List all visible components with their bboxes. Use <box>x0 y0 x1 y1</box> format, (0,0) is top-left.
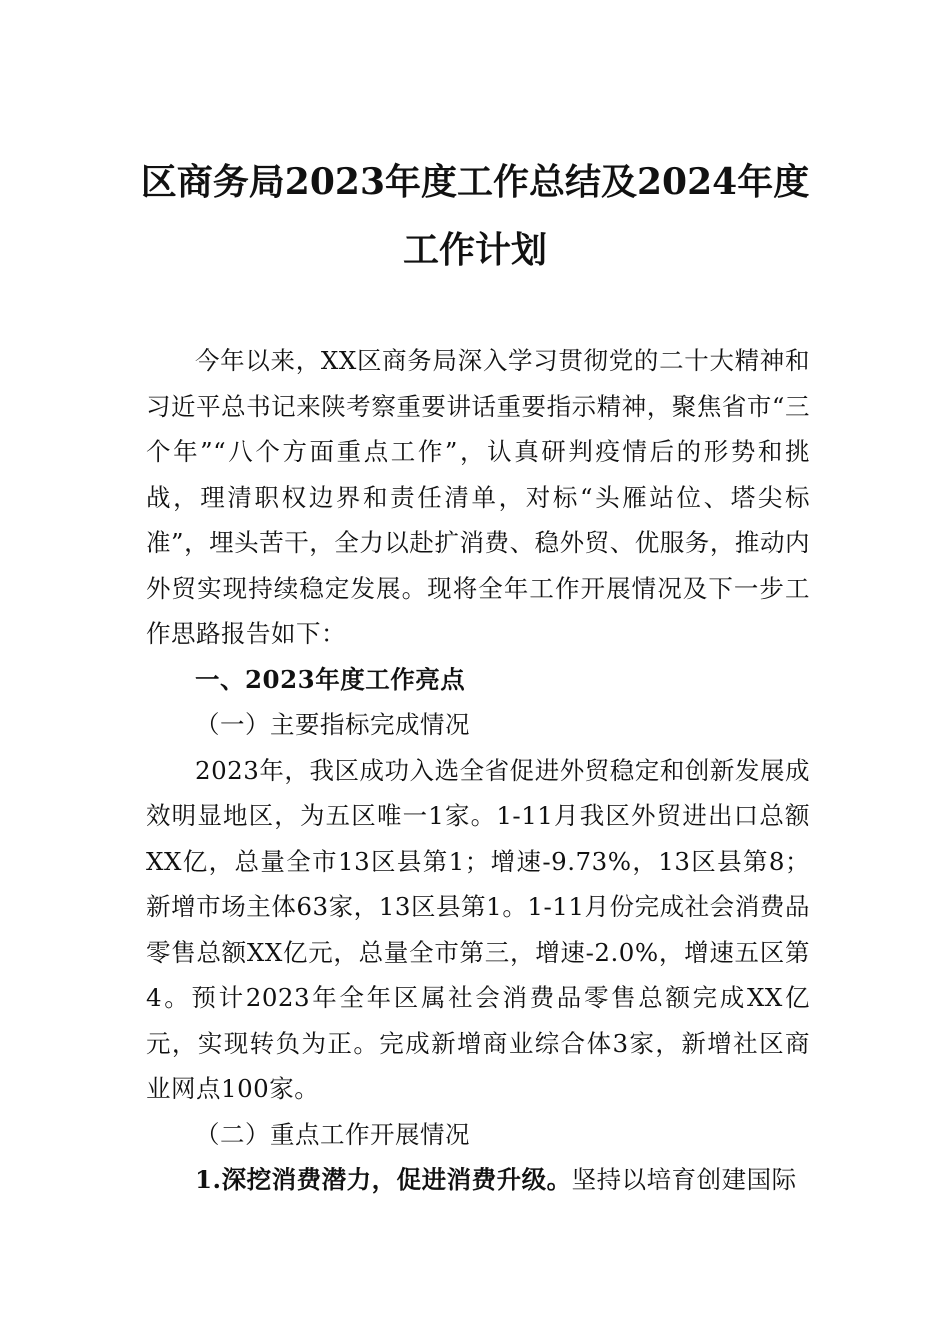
document-title: 区商务局2023年度工作总结及2024年度工作计划 <box>140 161 810 271</box>
section1-heading: 一、2023年度工作亮点 <box>195 664 466 694</box>
item1-text: 坚持以培育创建国际 <box>571 1165 797 1194</box>
document-body <box>146 338 810 1203</box>
subsection2-heading: （二）重点工作开展情况 <box>195 1119 470 1149</box>
subsection1-heading: （一）主要指标完成情况 <box>195 710 470 739</box>
item1-paragraph <box>146 1157 810 1203</box>
item1-lead: 1.深挖消费潜力，促进消费升级。 <box>195 1165 572 1194</box>
indicators-paragraph: 2023年，我区成功入选全省促进外贸稳定和创新发展成效明显地区，为五区唯一1家。1-11月我区外贸进出口总额XX亿，总量全市13区县第1；增速-9.73%，13区县第8；新增市场主体63家，13区县第1。1-11月份完成社会消费品零售总额XX亿元，总量全市第三，增速-2.0%，增速五区第4。预计2023年全年区属社会消费品零售总额完成XX亿元，实现转负为正。完成新增商业综合体3家，新增社区商业网点100家。 <box>146 755 810 1103</box>
intro-paragraph: 今年以来，XX区商务局深入学习贯彻党的二十大精神和习近平总书记来陕考察重要讲话重要指示精神，聚焦省市“三个年”“八个方面重点工作”，认真研判疫情后的形势和挑战，理清职权边界和责任清单，对标“头雁站位、塔尖标准”，埋头苦干，全力以赴扩消费、稳外贸、优服务，推动内外贸实现持续稳定发展。现将全年工作开展情况及下一步工作思路报告如下： <box>146 346 810 648</box>
